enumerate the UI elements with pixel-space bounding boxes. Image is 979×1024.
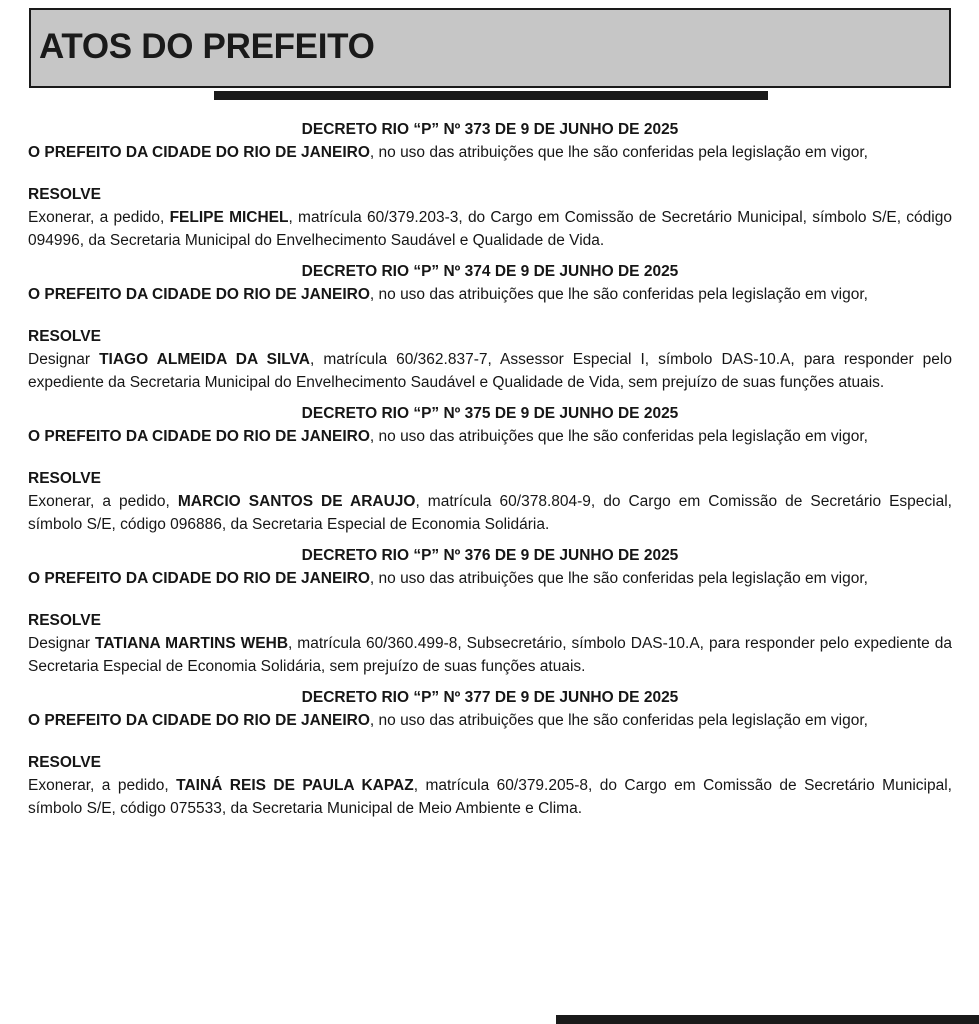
body-person-name: TATIANA MARTINS WEHB xyxy=(95,635,289,652)
preamble-authority: O PREFEITO DA CIDADE DO RIO DE JANEIRO xyxy=(28,286,370,303)
preamble-text: , no uso das atribuições que lhe são conferidas pela legislação em vigor, xyxy=(369,570,868,587)
preamble-text: , no uso das atribuições que lhe são conferidas pela legislação em vigor, xyxy=(369,428,868,445)
body-details: , matrícula 60/378.804-9, do Cargo em Comissão de Secretário Especial, símbolo S/E, código 096886, da Secretaria Especial de Economia Solidária. xyxy=(28,493,952,533)
decree-preamble xyxy=(28,425,952,448)
preamble-text: , no uso das atribuições que lhe são conferidas pela legislação em vigor, xyxy=(369,286,868,303)
body-person-name: FELIPE MICHEL xyxy=(169,209,289,226)
decree-title: DECRETO RIO “P” Nº 373 DE 9 DE JUNHO DE 2025 xyxy=(301,121,679,138)
resolve-label: RESOLVE xyxy=(28,328,101,345)
body-person-name: TAINÁ REIS DE PAULA KAPAZ xyxy=(176,777,414,794)
decree-preamble xyxy=(28,141,952,164)
decree-376 xyxy=(28,544,952,678)
resolve-label: RESOLVE xyxy=(28,754,101,771)
body-action: Exonerar, a pedido, xyxy=(28,777,177,794)
preamble-text: , no uso das atribuições que lhe são conferidas pela legislação em vigor, xyxy=(369,712,868,729)
body-person-name: MARCIO SANTOS DE ARAUJO xyxy=(177,493,416,510)
body-action: Designar xyxy=(28,351,100,368)
preamble-text: , no uso das atribuições que lhe são conferidas pela legislação em vigor, xyxy=(369,144,868,161)
body-details: , matrícula 60/379.205-8, do Cargo em Comissão de Secretário Municipal, símbolo S/E, código 075533, da Secretaria Municipal de Meio Ambiente e Clima. xyxy=(28,777,952,817)
decree-title: DECRETO RIO “P” Nº 374 DE 9 DE JUNHO DE 2025 xyxy=(301,263,679,280)
decree-body xyxy=(28,206,952,252)
body-action: Designar xyxy=(28,635,95,652)
body-details: , matrícula 60/379.203-3, do Cargo em Comissão de Secretário Municipal, símbolo S/E, código 094996, da Secretaria Municipal do Envelhecimento Saudável e Qualidade de Vida. xyxy=(28,209,952,249)
resolve-label: RESOLVE xyxy=(28,186,101,203)
decrees-list xyxy=(28,118,952,828)
preamble-authority: O PREFEITO DA CIDADE DO RIO DE JANEIRO xyxy=(28,144,370,161)
body-action: Exonerar, a pedido, xyxy=(28,493,178,510)
body-details: , matrícula 60/360.499-8, Subsecretário, símbolo DAS-10.A, para responder pelo expediente da Secretaria Especial de Economia Solidária, sem prejuízo de suas funções atuais. xyxy=(28,635,952,675)
body-details: , matrícula 60/362.837-7, Assessor Especial I, símbolo DAS-10.A, para responder pelo expediente da Secretaria Municipal do Envelhecimento Saudável e Qualidade de Vida, sem prejuízo de suas funções atuais. xyxy=(28,351,952,391)
preamble-authority: O PREFEITO DA CIDADE DO RIO DE JANEIRO xyxy=(28,428,370,445)
decree-body xyxy=(28,774,952,820)
resolve-label: RESOLVE xyxy=(28,612,101,629)
decree-body xyxy=(28,490,952,536)
decree-375 xyxy=(28,402,952,536)
decree-preamble xyxy=(28,567,952,590)
decree-title: DECRETO RIO “P” Nº 377 DE 9 DE JUNHO DE 2025 xyxy=(301,689,679,706)
preamble-authority: O PREFEITO DA CIDADE DO RIO DE JANEIRO xyxy=(28,570,370,587)
section-header xyxy=(29,8,951,88)
decree-body xyxy=(28,348,952,394)
decree-374 xyxy=(28,260,952,394)
preamble-authority: O PREFEITO DA CIDADE DO RIO DE JANEIRO xyxy=(28,712,370,729)
decree-title: DECRETO RIO “P” Nº 375 DE 9 DE JUNHO DE 2025 xyxy=(301,405,679,422)
decree-preamble xyxy=(28,709,952,732)
decree-preamble xyxy=(28,283,952,306)
section-title: ATOS DO PREFEITO xyxy=(39,27,375,66)
decree-body xyxy=(28,632,952,678)
header-underline-divider xyxy=(214,91,768,100)
body-action: Exonerar, a pedido, xyxy=(28,209,170,226)
body-person-name: TIAGO ALMEIDA DA SILVA xyxy=(99,351,310,368)
decree-373 xyxy=(28,118,952,252)
footer-divider-bar xyxy=(556,1015,979,1024)
decree-377 xyxy=(28,686,952,820)
decree-title: DECRETO RIO “P” Nº 376 DE 9 DE JUNHO DE 2025 xyxy=(301,547,679,564)
resolve-label: RESOLVE xyxy=(28,470,101,487)
